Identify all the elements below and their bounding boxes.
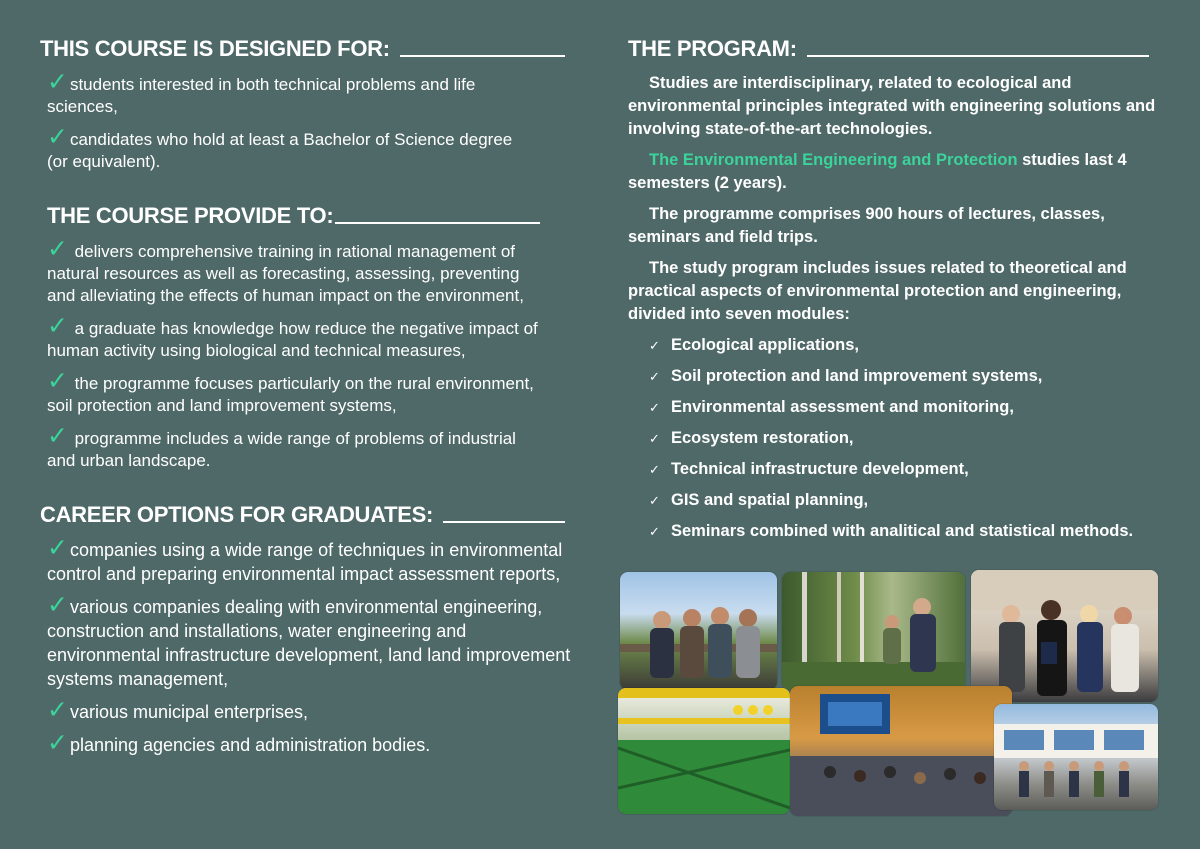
group-photo-building [994, 704, 1158, 810]
provide-to-title: THE COURSE PROVIDE TO: [47, 203, 334, 228]
module-item: ✓ Seminars combined with analitical and statistical methods. [649, 520, 1168, 543]
forest-field-trip-photo [782, 572, 965, 690]
check-icon: ✓ [47, 696, 68, 724]
check-icon: ✓ [47, 235, 68, 263]
list-item: ✓ companies using a wide range of techniques in environmental control and preparing environmental impact assessment reports, [47, 534, 563, 584]
list-item: ✓ a graduate has knowledge how reduce the negative impact of human activity using biological and technical measures, [47, 312, 538, 360]
check-icon: ✓ [47, 534, 68, 562]
module-item: ✓ GIS and spatial planning, [649, 489, 1168, 512]
students-photo [620, 572, 777, 690]
check-icon: ✓ [649, 431, 660, 446]
construction-site-photo [618, 688, 790, 814]
lecture-illustration [790, 686, 1012, 816]
heading-rule [335, 222, 540, 224]
forest-illustration [782, 572, 965, 690]
program-hours: The programme comprises 900 hours of lectures, classes, seminars and field trips. [628, 205, 1105, 246]
list-item: ✓ delivers comprehensive training in rational management of natural resources as well as forecasting, assessing, preventing and alleviating the effects of human impact on the environment, [47, 235, 524, 305]
list-item: ✓ candidates who hold at least a Bachelor of Science degree (or equivalent). [47, 123, 513, 171]
construction-illustration [618, 688, 790, 814]
list-item: ✓ programme includes a wide range of problems of industrial and urban landscape. [47, 422, 516, 470]
program-duration: The Environmental Engineering and Protection studies last 4 semesters (2 years). [628, 151, 1127, 192]
career-title: CAREER OPTIONS FOR GRADUATES: [40, 502, 434, 527]
module-item: ✓ Ecosystem restoration, [649, 427, 1168, 450]
module-item: ✓ Technical infrastructure development, [649, 458, 1168, 481]
list-item: ✓ various companies dealing with environmental engineering, construction and installations, water engineering and environmental infrastructure development, land land improvement systems management, [47, 591, 571, 689]
career-heading [40, 502, 575, 528]
heading-rule [443, 521, 565, 523]
check-icon: ✓ [47, 312, 68, 340]
list-item: ✓ students interested in both technical problems and life sciences, [47, 68, 476, 116]
check-icon: ✓ [649, 400, 660, 415]
lecture-hall-photo [790, 686, 1012, 816]
designed-for-title: THIS COURSE IS DESIGNED FOR: [40, 36, 390, 61]
module-item: ✓ Environmental assessment and monitoring, [649, 396, 1168, 419]
check-icon: ✓ [649, 338, 660, 353]
heading-rule [400, 55, 565, 57]
provide-to-heading [40, 203, 575, 229]
program-title: THE PROGRAM: [628, 36, 797, 61]
module-item: ✓ Ecological applications, [649, 334, 1168, 357]
list-item: ✓ various municipal enterprises, [47, 696, 309, 724]
list-item: ✓ the programme focuses particularly on the rural environment, soil protection and land improvement systems, [47, 367, 534, 415]
check-icon: ✓ [47, 367, 68, 395]
program-heading [628, 36, 1168, 62]
group-illustration [994, 704, 1158, 810]
right-column [628, 36, 1168, 551]
modules-list [649, 334, 1168, 543]
module-item: ✓ Soil protection and land improvement systems, [649, 365, 1168, 388]
heading-rule [807, 55, 1149, 57]
designed-for-heading [40, 36, 575, 62]
check-icon: ✓ [47, 422, 68, 450]
left-column [40, 36, 575, 766]
list-item: ✓ planning agencies and administration bodies. [47, 729, 431, 757]
students-illustration [620, 572, 777, 690]
check-icon: ✓ [649, 524, 660, 539]
graduation-ceremony-photo [971, 570, 1158, 702]
program-name: The Environmental Engineering and Protection [649, 151, 1018, 169]
check-icon: ✓ [47, 729, 68, 757]
check-icon: ✓ [649, 493, 660, 508]
check-icon: ✓ [47, 591, 68, 619]
check-icon: ✓ [649, 462, 660, 477]
program-modules-intro: The study program includes issues related to theoretical and practical aspects of environmental protection and engineering, divided into seven modules: [628, 259, 1127, 323]
program-intro: Studies are interdisciplinary, related to ecological and environmental principles integrated with engineering solutions and involving state-of-the-art technologies. [628, 74, 1156, 138]
check-icon: ✓ [47, 123, 68, 151]
check-icon: ✓ [649, 369, 660, 384]
ceremony-illustration [971, 570, 1158, 702]
check-icon: ✓ [47, 68, 68, 96]
photo-collage [618, 570, 1160, 815]
